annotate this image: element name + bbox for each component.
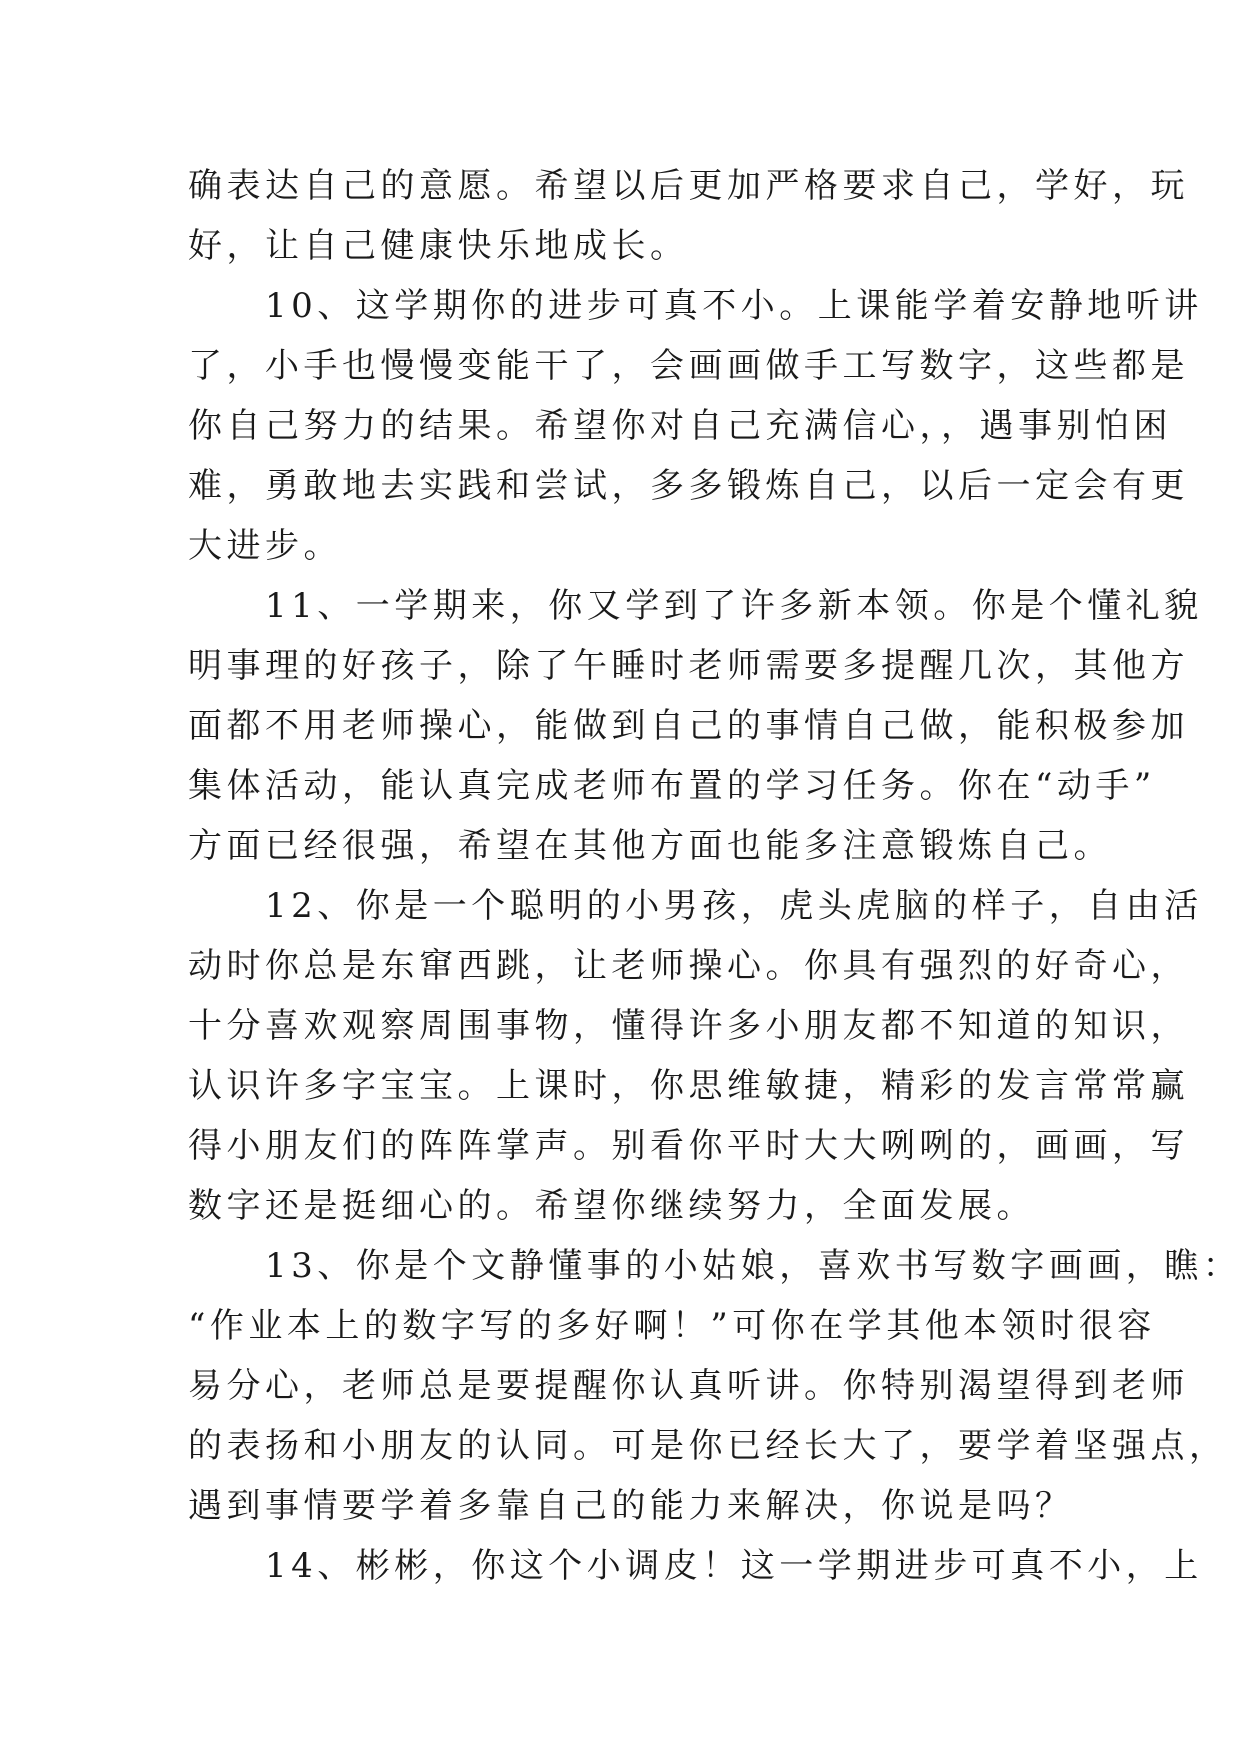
text-line: 集体活动，能认真完成老师布置的学习任务。你在“动手”: [188, 766, 1156, 806]
text-line: 大进步。: [188, 526, 342, 566]
text-line: 好，让自己健康快乐地成长。: [188, 226, 689, 266]
text-line: 动时你总是东窜西跳，让老师操心。你具有强烈的好奇心，: [188, 946, 1189, 986]
text-line: 面都不用老师操心，能做到自己的事情自己做，能积极参加: [188, 706, 1189, 746]
text-line: 十分喜欢观察周围事物，懂得许多小朋友都不知道的知识，: [188, 1006, 1189, 1046]
text-line: 易分心，老师总是要提醒你认真听讲。你特别渴望得到老师: [188, 1366, 1189, 1406]
text-line: 12、你是一个聪明的小男孩，虎头虎脑的样子，自由活: [188, 886, 1203, 926]
text-line: 认识许多字宝宝。上课时，你思维敏捷，精彩的发言常常赢: [188, 1066, 1189, 1106]
text-line: 了，小手也慢慢变能干了，会画画做手工写数字，这些都是: [188, 346, 1189, 386]
text-line: 14、彬彬，你这个小调皮！这一学期进步可真不小，上: [188, 1546, 1203, 1586]
text-line: 10、这学期你的进步可真不小。上课能学着安静地听讲: [188, 286, 1203, 326]
text-line: 得小朋友们的阵阵掌声。别看你平时大大咧咧的，画画，写: [188, 1126, 1189, 1166]
text-line: 13、你是个文静懂事的小姑娘，喜欢书写数字画画，瞧：: [188, 1246, 1241, 1286]
text-line: 难，勇敢地去实践和尝试，多多锻炼自己，以后一定会有更: [188, 466, 1189, 506]
text-line: 明事理的好孩子，除了午睡时老师需要多提醒几次，其他方: [188, 646, 1189, 686]
text-line: 方面已经很强，希望在其他方面也能多注意锻炼自己。: [188, 826, 1112, 866]
text-line: 11、一学期来，你又学到了许多新本领。你是个懂礼貌: [188, 586, 1203, 626]
text-line: 确表达自己的意愿。希望以后更加严格要求自己，学好，玩: [188, 166, 1189, 206]
text-line: 你自己努力的结果。希望你对自己充满信心，，遇事别怕困: [188, 406, 1172, 446]
text-line: 的表扬和小朋友的认同。可是你已经长大了，要学着坚强点，: [188, 1426, 1228, 1466]
text-line: 遇到事情要学着多靠自己的能力来解决，你说是吗？: [188, 1486, 1074, 1526]
text-line: 数字还是挺细心的。希望你继续努力，全面发展。: [188, 1186, 1035, 1226]
text-line: “作业本上的数字写的多好啊！”可你在学其他本领时很容: [188, 1306, 1156, 1346]
